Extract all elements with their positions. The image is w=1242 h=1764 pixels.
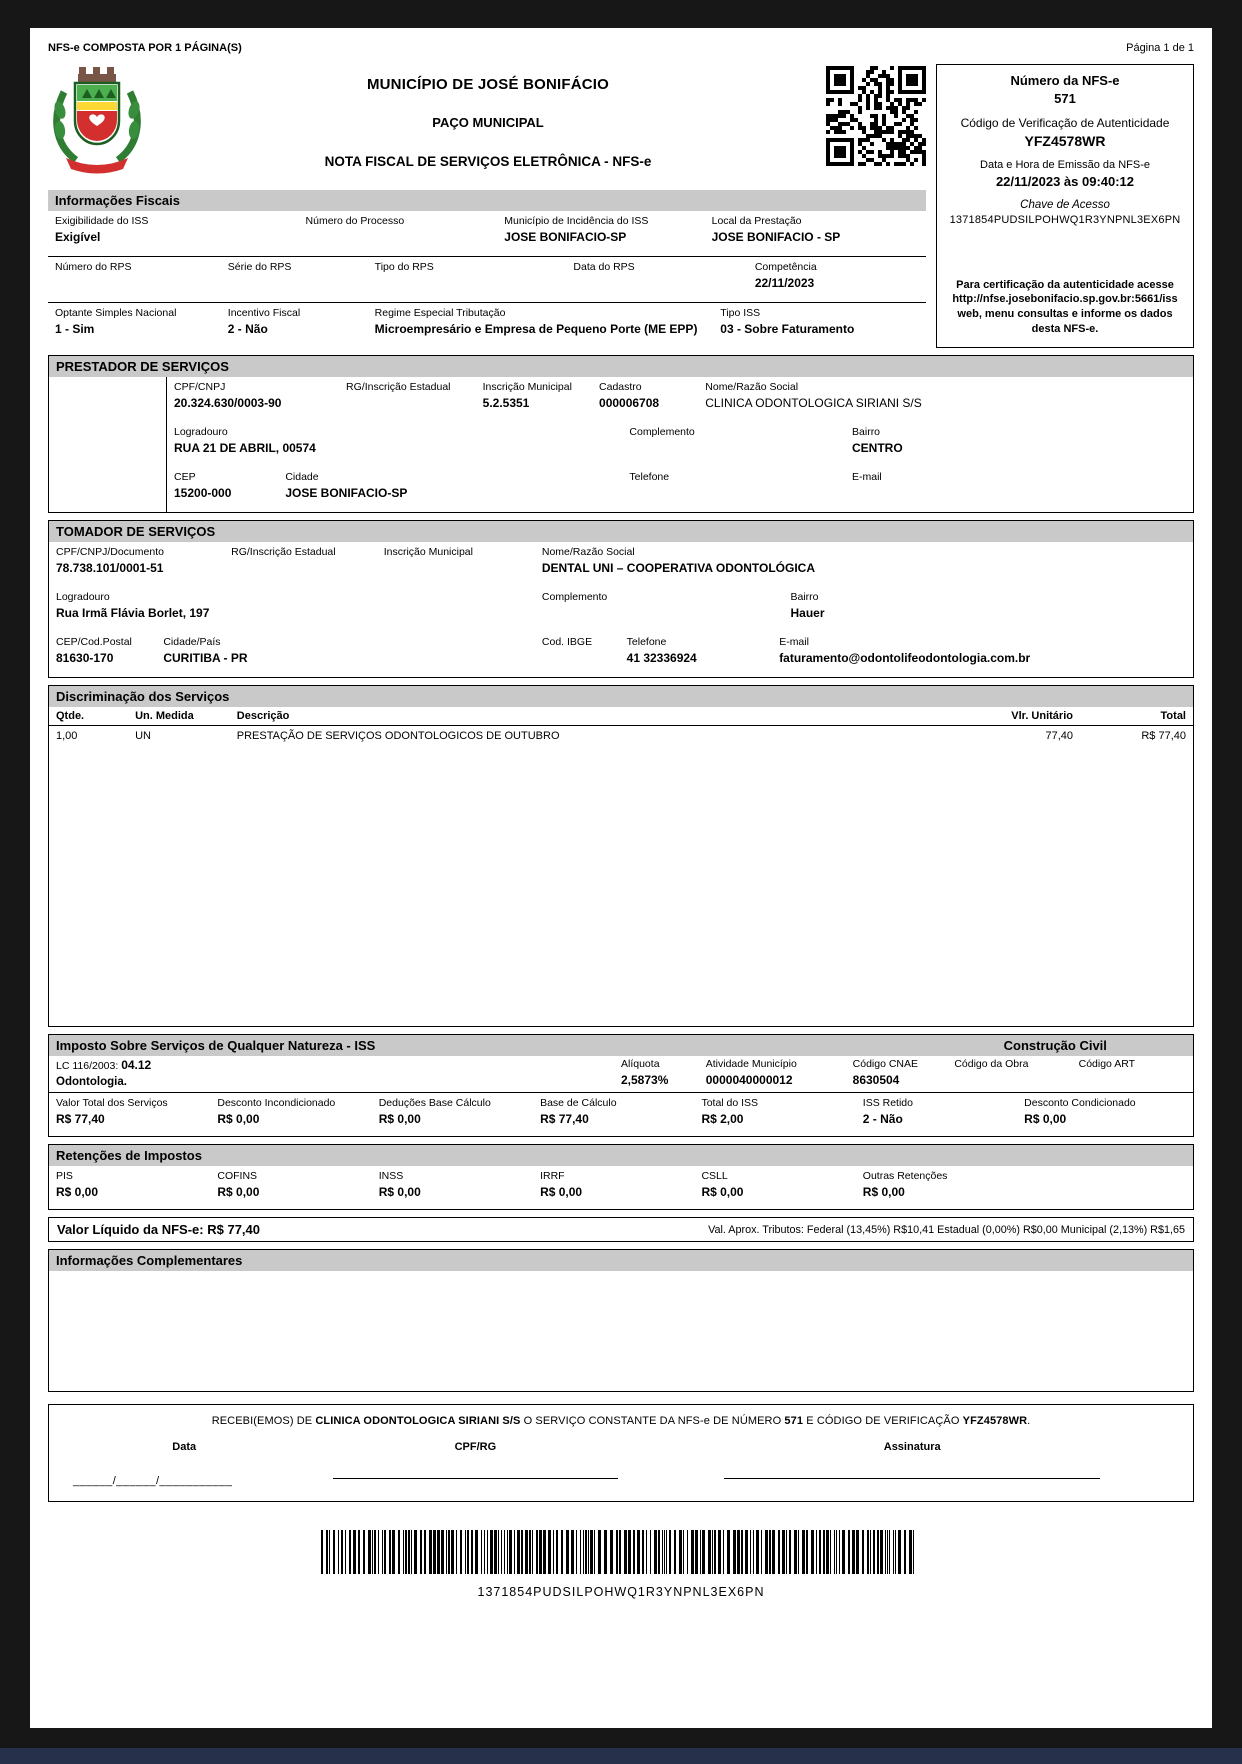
field-value: 000006708: [599, 396, 660, 410]
field-value: [231, 561, 380, 576]
field-optante-simples: [55, 305, 228, 345]
field-label: Bairro: [790, 591, 819, 603]
field-desconto-incondicionado: [217, 1095, 378, 1131]
receipt-text: E CÓDIGO DE VERIFICAÇÃO: [803, 1415, 963, 1427]
field-value: R$ 77,40: [56, 1112, 105, 1126]
field-serie-rps: [228, 259, 375, 299]
field-customer-ibge: [542, 634, 627, 674]
field-value: [306, 230, 501, 245]
col-total: Total: [1160, 710, 1186, 722]
field-label: RG/Inscrição Estadual: [346, 381, 451, 393]
field-label: Atividade Município: [705, 1058, 797, 1070]
field-label: Desconto Condicionado: [1024, 1097, 1136, 1109]
field-label: Regime Especial Tributação: [374, 307, 506, 319]
field-value: 03 - Sobre Faturamento: [720, 322, 855, 336]
access-key: 1371854PUDSILPOHWQ1R3YNPNL3EX6PN: [949, 214, 1181, 226]
field-provider-email: [852, 469, 1186, 509]
field-label: Deduções Base Cálculo: [378, 1097, 491, 1109]
field-label: Local da Prestação: [711, 215, 802, 227]
col-vlr-unitario: Vlr. Unitário: [1011, 710, 1073, 722]
field-label: Incentivo Fiscal: [227, 307, 301, 319]
provider-title: PRESTADOR DE SERVIÇOS: [49, 356, 1193, 377]
field-value: [384, 561, 538, 576]
field-value: RUA 21 DE ABRIL, 00574: [174, 441, 316, 455]
field-outras-retencoes: [863, 1168, 1024, 1204]
field-label: Nome/Razão Social: [541, 546, 635, 558]
field-codigo-art: [1079, 1058, 1186, 1088]
receipt-cpf-block: [307, 1441, 643, 1487]
field-value: [1079, 1073, 1182, 1088]
field-data-rps: [573, 259, 754, 299]
field-value: R$ 77,40: [540, 1112, 589, 1126]
field-label: Tipo do RPS: [374, 261, 434, 273]
field-provider-im: [483, 379, 599, 419]
field-customer-cnpj: [56, 544, 231, 584]
field-value: [954, 1073, 1074, 1088]
field-label: IRRF: [540, 1170, 565, 1182]
field-label: Alíquota: [621, 1058, 660, 1070]
access-key-label: Chave de Acesso: [1020, 199, 1110, 211]
provider-row-1: [167, 377, 1193, 422]
field-atividade-municipio: [706, 1058, 853, 1088]
field-label: Código CNAE: [852, 1058, 919, 1070]
field-iss-retido: [863, 1095, 1024, 1131]
signature-label: Assinatura: [883, 1441, 941, 1453]
field-aliquota: [621, 1058, 706, 1088]
field-value: 2 - Não: [862, 1112, 903, 1126]
withholdings-title: Retenções de Impostos: [49, 1145, 1193, 1166]
field-value: 22/11/2023: [754, 276, 815, 290]
field-label: COFINS: [217, 1170, 258, 1182]
lc-description: Odontologia.: [56, 1076, 127, 1088]
field-exigibilidade-iss: [55, 213, 306, 253]
provider-logo-area: [49, 377, 167, 512]
header-titles: [158, 64, 818, 169]
field-customer-razao-social: [542, 544, 1186, 584]
field-value: R$ 0,00: [1024, 1112, 1067, 1126]
page-indicator: Página 1 de 1: [1126, 42, 1194, 54]
field-inss: [379, 1168, 540, 1204]
receipt-signature-row: [61, 1441, 1181, 1487]
field-irrf: [540, 1168, 701, 1204]
header-and-fiscal: [48, 64, 926, 348]
receipt-section: [48, 1404, 1194, 1502]
field-label: ISS Retido: [862, 1097, 913, 1109]
iss-activity-row: [49, 1056, 1193, 1092]
field-value: Microempresário e Empresa de Pequeno Porte (ME EPP): [374, 322, 698, 336]
field-value: CURITIBA - PR: [163, 651, 248, 665]
field-label: Bairro: [852, 426, 881, 438]
provider-row-3: [167, 467, 1193, 512]
field-label: Outras Retenções: [862, 1170, 948, 1182]
municipality-name: MUNICÍPIO DE JOSÉ BONIFÁCIO: [366, 76, 610, 93]
nfse-page: [30, 28, 1212, 1728]
field-customer-bairro: [790, 589, 1186, 629]
field-value: 81630-170: [56, 651, 114, 665]
col-un-medida: Un. Medida: [135, 710, 194, 722]
field-label: Inscrição Municipal: [482, 381, 572, 393]
field-label: Cadastro: [599, 381, 642, 393]
field-label: Inscrição Municipal: [383, 546, 473, 558]
field-label: INSS: [378, 1170, 404, 1182]
field-label: Competência: [754, 261, 817, 273]
receipt-verification-code: YFZ4578WR: [962, 1415, 1028, 1427]
field-value: R$ 2,00: [701, 1112, 744, 1126]
field-label: Número do Processo: [305, 215, 405, 227]
field-value: [573, 276, 750, 291]
field-value: 1 - Sim: [55, 322, 95, 336]
field-customer-cidade: [163, 634, 542, 674]
coat-of-arms-logo: [48, 64, 150, 179]
field-total-iss: [701, 1095, 862, 1131]
field-customer-telefone: [627, 634, 780, 674]
field-value: R$ 0,00: [540, 1185, 583, 1199]
service-description: PRESTAÇÃO DE SERVIÇOS ODONTOLOGICOS DE OUTUBRO: [236, 730, 560, 742]
field-label: Total do ISS: [701, 1097, 759, 1109]
complementary-body: [49, 1271, 1193, 1391]
date-fill-line: ______/______/___________: [73, 1475, 233, 1487]
field-label: RG/Inscrição Estadual: [231, 546, 336, 558]
verification-label: Código de Verificação de Autenticidade: [960, 116, 1170, 130]
window-bottom-strip: [0, 1748, 1242, 1764]
withholdings-row: [49, 1166, 1193, 1209]
fiscal-row-3: [48, 302, 926, 348]
field-pis: [56, 1168, 217, 1204]
field-value: [542, 651, 623, 666]
field-csll: [701, 1168, 862, 1204]
service-qty: 1,00: [56, 730, 78, 742]
field-value: JOSE BONIFACIO-SP: [504, 230, 627, 244]
field-value: [629, 441, 848, 456]
field-label: Município de Incidência do ISS: [504, 215, 649, 227]
field-value: R$ 0,00: [378, 1112, 421, 1126]
field-label: CSLL: [701, 1170, 728, 1182]
field-value: DENTAL UNI – COOPERATIVA ODONTOLÓGICA: [541, 561, 815, 575]
field-value: [55, 276, 224, 291]
field-incentivo-fiscal: [228, 305, 375, 345]
field-provider-ie: [346, 379, 483, 419]
services-title: Discriminação dos Serviços: [49, 686, 1193, 707]
withholdings-section: [48, 1144, 1194, 1210]
receipt-text: RECEBI(EMOS) DE: [211, 1415, 316, 1427]
field-value: [629, 486, 848, 501]
fiscal-info-section: [48, 190, 926, 348]
emission-datetime: 22/11/2023 às 09:40:12: [995, 174, 1135, 189]
field-value: R$ 0,00: [56, 1185, 99, 1199]
receipt-provider-name: CLINICA ODONTOLOGICA SIRIANI S/S: [315, 1415, 521, 1427]
field-customer-ie: [231, 544, 384, 584]
col-descricao: Descrição: [236, 710, 290, 722]
field-value: 0000040000012: [705, 1073, 793, 1087]
iss-section: [48, 1034, 1194, 1137]
field-label: Data do RPS: [573, 261, 635, 273]
receipt-signature-block: [643, 1441, 1181, 1487]
field-label: Desconto Incondicionado: [217, 1097, 336, 1109]
receipt-date-block: [61, 1441, 307, 1487]
provider-section: [48, 355, 1194, 513]
field-competencia: [755, 259, 919, 299]
field-value: JOSE BONIFACIO - SP: [711, 230, 841, 244]
page-topline: [48, 42, 1194, 54]
field-label: Tipo ISS: [720, 307, 761, 319]
field-value: 8630504: [852, 1073, 900, 1087]
services-section: [48, 685, 1194, 1027]
receipt-nfse-number: 571: [784, 1415, 804, 1427]
qr-code: [826, 64, 926, 171]
field-label: Logradouro: [56, 591, 110, 603]
field-provider-complemento: [629, 424, 852, 464]
field-value: faturamento@odontolifeodontologia.com.br: [779, 651, 1031, 665]
customer-title: TOMADOR DE SERVIÇOS: [49, 521, 1193, 542]
provider-body: [49, 377, 1193, 512]
barcode-area: [48, 1530, 1194, 1599]
field-value: 78.738.101/0001-51: [56, 561, 164, 575]
field-label: Cidade/País: [163, 636, 221, 648]
field-value: Rua Irmã Flávia Borlet, 197: [56, 606, 210, 620]
field-label: Telefone: [626, 636, 667, 648]
field-local-prestacao: [712, 213, 919, 253]
field-label: CEP/Cod.Postal: [56, 636, 132, 648]
field-label: Cod. IBGE: [541, 636, 593, 648]
field-customer-im: [384, 544, 542, 584]
field-lc-116: [56, 1058, 621, 1088]
field-value: CLINICA ODONTOLOGICA SIRIANI S/S: [705, 396, 922, 410]
customer-row-1: [49, 542, 1193, 587]
lc-label: LC 116/2003:: [56, 1060, 119, 1072]
iss-title-bar: [49, 1035, 1193, 1056]
receipt-text: O SERVIÇO CONSTANTE DA NFS-e DE NÚMERO: [520, 1415, 785, 1427]
service-row: [49, 726, 1193, 746]
field-regime-especial: [375, 305, 721, 345]
field-label: Complemento: [541, 591, 608, 603]
field-desconto-condicionado: [1024, 1095, 1185, 1131]
field-tipo-rps: [375, 259, 574, 299]
field-provider-telefone: [629, 469, 852, 509]
field-value: Exigível: [55, 230, 101, 244]
barcode: [48, 1530, 1194, 1579]
field-customer-logradouro: [56, 589, 542, 629]
field-cofins: [217, 1168, 378, 1204]
document-header: [48, 64, 926, 186]
field-provider-cadastro: [599, 379, 705, 419]
field-value: 2 - Não: [227, 322, 268, 336]
field-provider-logradouro: [174, 424, 629, 464]
fiscal-info-title: Informações Fiscais: [48, 190, 926, 211]
field-provider-bairro: [852, 424, 1186, 464]
field-value: [375, 276, 570, 291]
field-label: Complemento: [629, 426, 695, 438]
receipt-text: .: [1027, 1415, 1031, 1427]
field-label: Número do RPS: [55, 261, 132, 273]
field-provider-razao-social: [705, 379, 1186, 419]
field-customer-cep: [56, 634, 163, 674]
lc-code: 04.12: [121, 1058, 152, 1072]
iss-totals-row: [49, 1092, 1193, 1136]
field-value: 15200-000: [174, 486, 232, 500]
construcao-civil-title: Construção Civil: [1003, 1038, 1107, 1053]
fiscal-row-1: [48, 211, 926, 256]
field-label: Cidade: [285, 471, 319, 483]
emission-label: Data e Hora de Emissão da NFS-e: [980, 159, 1150, 171]
field-value: 41 32336924: [626, 651, 697, 665]
field-value: [346, 396, 479, 411]
complementary-title: Informações Complementares: [49, 1250, 1193, 1271]
field-label: Telefone: [629, 471, 670, 483]
customer-row-2: [49, 587, 1193, 632]
field-label: Nome/Razão Social: [705, 381, 799, 393]
field-label: E-mail: [779, 636, 809, 648]
field-base-calculo: [540, 1095, 701, 1131]
field-label: Série do RPS: [227, 261, 292, 273]
field-value: 20.324.630/0003-90: [174, 396, 282, 410]
field-label: E-mail: [852, 471, 882, 483]
pages-note: NFS-e COMPOSTA POR 1 PÁGINA(S): [48, 42, 242, 54]
field-value: JOSE BONIFACIO-SP: [285, 486, 408, 500]
verification-code: YFZ4578WR: [1024, 133, 1106, 149]
fiscal-row-2: [48, 256, 926, 302]
certification-note: Para certificação da autenticidade acesse http://nfse.josebonifacio.sp.gov.br:5661/iss web, menu consultas e informe os dados desta NFS-e.: [952, 278, 1178, 336]
field-value: [542, 606, 787, 621]
signature-line: [724, 1453, 1100, 1479]
field-label: Valor Total dos Serviços: [56, 1097, 168, 1109]
field-value: 5.2.5351: [482, 396, 530, 410]
authenticity-box: [936, 64, 1194, 348]
provider-fields: [167, 377, 1193, 512]
service-unit: UN: [135, 730, 151, 742]
field-value: R$ 0,00: [378, 1185, 421, 1199]
field-codigo-obra: [954, 1058, 1078, 1088]
field-value: R$ 0,00: [701, 1185, 744, 1199]
customer-row-3: [49, 632, 1193, 677]
document-title: NOTA FISCAL DE SERVIÇOS ELETRÔNICA - NFS-e: [324, 154, 652, 169]
field-tipo-iss: [720, 305, 919, 345]
field-customer-email: [779, 634, 1186, 674]
net-value-bar: [48, 1217, 1194, 1242]
net-value: Valor Líquido da NFS-e: R$ 77,40: [57, 1222, 260, 1237]
withholdings-spacer: [1024, 1168, 1185, 1204]
field-value: [228, 276, 371, 291]
field-deducoes-base-calculo: [379, 1095, 540, 1131]
cpf-rg-line: [333, 1453, 619, 1479]
field-value: CENTRO: [852, 441, 903, 455]
field-value: Hauer: [790, 606, 825, 620]
services-table-body: [49, 726, 1193, 1026]
field-label: Exigibilidade do ISS: [55, 215, 149, 227]
complementary-section: [48, 1249, 1194, 1392]
field-label: Base de Cálculo: [540, 1097, 617, 1109]
field-provider-cnpj: [174, 379, 346, 419]
field-provider-cidade: [285, 469, 629, 509]
col-qtde: Qtde.: [56, 710, 85, 722]
customer-section: [48, 520, 1194, 678]
receipt-statement: [61, 1415, 1181, 1427]
iss-title: Imposto Sobre Serviços de Qualquer Natureza - ISS: [56, 1038, 376, 1053]
city-hall-name: PAÇO MUNICIPAL: [432, 115, 544, 130]
field-label: PIS: [56, 1170, 73, 1182]
field-municipio-incidencia: [504, 213, 711, 253]
field-label: CPF/CNPJ/Documento: [56, 546, 164, 558]
services-table-header: [49, 707, 1193, 726]
field-numero-rps: [55, 259, 228, 299]
field-label: CEP: [174, 471, 196, 483]
top-region: [48, 64, 1194, 348]
service-unit-value: 77,40: [1045, 730, 1073, 742]
field-value: R$ 0,00: [217, 1185, 260, 1199]
field-value: R$ 0,00: [217, 1112, 260, 1126]
field-label: Optante Simples Nacional: [55, 307, 177, 319]
nfse-number-label: Número da NFS-e: [1010, 73, 1120, 88]
field-valor-total-servicos: [56, 1095, 217, 1131]
field-value: [852, 486, 1182, 501]
field-numero-processo: [306, 213, 505, 253]
field-label: CPF/CNPJ: [174, 381, 226, 393]
field-value: 2,5873%: [621, 1073, 669, 1087]
field-label: Logradouro: [174, 426, 228, 438]
field-label: Código da Obra: [954, 1058, 1029, 1070]
provider-row-2: [167, 422, 1193, 467]
lc-label-line: [56, 1058, 617, 1072]
field-codigo-cnae: [853, 1058, 955, 1088]
date-label: Data: [172, 1441, 197, 1453]
field-label: Código ART: [1078, 1058, 1136, 1070]
service-total: R$ 77,40: [1141, 730, 1186, 742]
cpf-rg-label: CPF/RG: [454, 1441, 497, 1453]
approx-taxes: Val. Aprox. Tributos: Federal (13,45%) R$10,41 Estadual (0,00%) R$0,00 Municipal (2,13%) R$1,65: [708, 1223, 1185, 1236]
field-customer-complemento: [542, 589, 791, 629]
nfse-number: 571: [1054, 91, 1076, 106]
barcode-text: 1371854PUDSILPOHWQ1R3YNPNL3EX6PN: [477, 1585, 765, 1599]
field-provider-cep: [174, 469, 285, 509]
field-value: R$ 0,00: [862, 1185, 905, 1199]
